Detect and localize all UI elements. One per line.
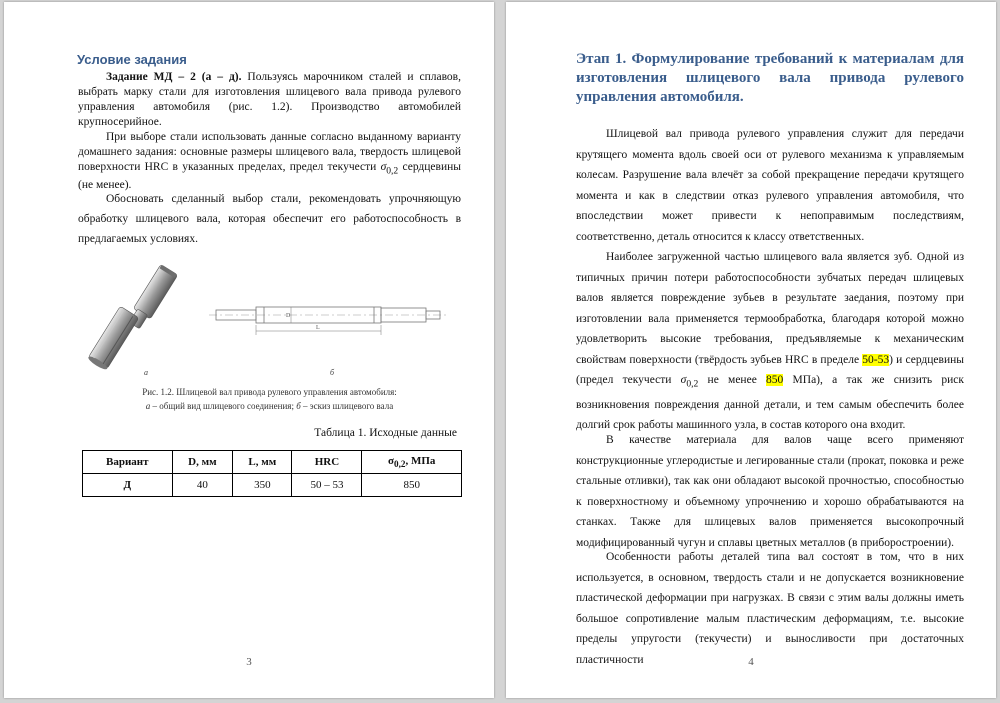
instructions-tail: сердцевины (не менее). xyxy=(78,161,462,192)
justify-paragraph xyxy=(78,189,461,249)
task-text: Пользуясь марочником сталей и сплавов, выбрать марку стали для изготовления шлицевого вала привода рулевого управления автомобиля (рис. 1.2). Производство автомобилей крупносерийное. xyxy=(78,71,461,128)
header-l: L, мм xyxy=(233,451,292,474)
shaft-sketch xyxy=(209,307,446,335)
shaft-3d-view xyxy=(87,264,178,371)
header-hrc: HRC xyxy=(292,451,362,474)
table-row xyxy=(83,474,462,497)
table-header-row xyxy=(83,451,462,474)
highlight-yield-value: 850 xyxy=(766,374,784,386)
justify-text: Обосновать сделанный выбор стали, рекомендовать упрочняющую обработку шлицевого вала, которая обеспечит его работоспособность в предлагаемых условиях. xyxy=(78,193,461,245)
paragraph-loaded-part: Наиболее загруженной частью шлицевого вала является зуб. Одной из типичных причин потери работоспособности зубчатых передач шлицевых валов является повреждение зубьев в результате заедания, поэтому при изготовлении вала применяется термообработка, благодаря которой можно удовлетворить высокие требования, предъявляемые к механическим свойствам поверхности (твёрдость зубьев HRC в пределе 50-53) и сердцевины (предел текучести $\sigma_{0,2}$ не менее 850 МПа), а так же снизить риск возникновения повреждения данной детали, и тем самым обеспечить более долгий срок работы машинного узла, в состав которого она входит. xyxy=(576,251,964,432)
paragraph-materials: В качестве материала для валов чаще всего применяют конструкционные углеродистые и легированные стали (прокат, поковка и реже стальные отливки), так как они обладают высокой прочностью, способностью к поверхностному и объемному упрочнению и хорошо обрабатываются на станках. Также для шлицевых валов применяется высокопрочный модифицированный чугун и сплавы цветных металлов (в приборостроении). xyxy=(576,434,964,549)
cell-d: 40 xyxy=(172,474,233,497)
cell-l: 350 xyxy=(233,474,292,497)
paragraph-purpose: Шлицевой вал привода рулевого управления служит для передачи крутящего момента вдоль своей оси от рулевого механизма к управляемым колесам. Разрушение вала влечёт за собой прекращение передачи крутящего момента и как в следствии отказ рулевого управления автомобиля, что впоследствии может привести к непоправимым последствиям, соответственно, деталь относится к классу ответственных. xyxy=(576,128,964,243)
highlight-hrc-range: 50-53 xyxy=(862,353,890,366)
header-d: D, мм xyxy=(172,451,233,474)
page-left xyxy=(4,2,494,698)
table-title: Таблица 1. Исходные данные xyxy=(314,427,457,439)
cell-sigma: 850 xyxy=(362,474,462,497)
figure-label-b: б xyxy=(330,368,335,377)
header-sigma: $\sigma_{0,2}$, МПа xyxy=(362,451,462,474)
task-label: Задание МД – 2 (а – д). xyxy=(106,71,242,83)
sigma-symbol: σ xyxy=(380,161,387,173)
dimension-d: D xyxy=(286,313,291,319)
page-right xyxy=(506,2,996,698)
shaft-figure xyxy=(84,257,454,382)
figure-caption-legend: а – общий вид шлицевого соединения; б – эскиз шлицевого вала xyxy=(145,401,394,411)
instructions-text: При выборе стали использовать данные согласно выданному варианту домашнего задания: основные размеры шлицевого вала, твердость шлицевой поверхности HRC в указанных пределах, предел текучести xyxy=(78,131,461,173)
header-variant: Вариант xyxy=(83,451,173,474)
paragraph-features: Особенности работы деталей типа вал состоят в том, что в них используется, в основном, твердость стали и не допускается возникновение пластической деформации при нагрузках. В связи с этим валы должны иметь большое сопротивление малым пластическим деформациям, т.е. высокие пределы упругости (текучести) и выносливости при достаточных пластичности xyxy=(576,551,964,666)
figure-caption-title: Рис. 1.2. Шлицевой вал привода рулевого управления автомобиля: xyxy=(142,387,397,397)
cell-variant: Д xyxy=(83,474,173,497)
page-number-left: 3 xyxy=(246,656,252,668)
cell-hrc: 50 – 53 xyxy=(292,474,362,497)
dimension-l: L xyxy=(316,325,320,331)
source-data-table xyxy=(82,450,462,497)
sigma-subscript: 0,2 xyxy=(386,165,399,177)
task-paragraph xyxy=(78,70,461,130)
figure-label-a: а xyxy=(144,368,148,377)
instructions-paragraph xyxy=(78,130,461,193)
page-number-right: 4 xyxy=(748,656,754,668)
stage-heading: Этап 1. Формулирование требований к материалам для изготовления шлицевого вала привода рулевого управления автомобиля. xyxy=(576,51,964,105)
section-heading: Условие задания xyxy=(77,52,187,67)
